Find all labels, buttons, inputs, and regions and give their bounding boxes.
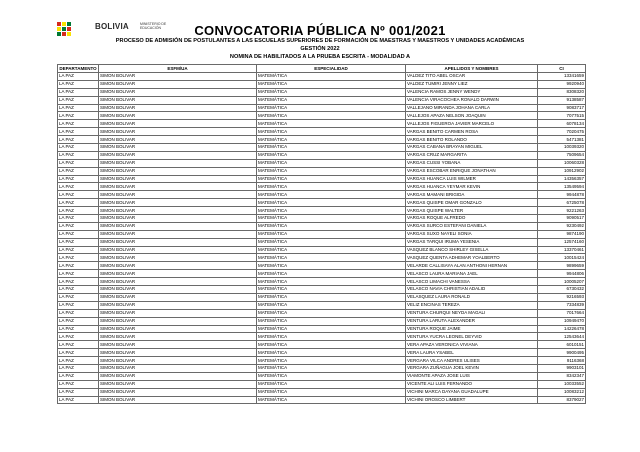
table-row [58,286,586,294]
table-row [58,96,586,104]
nomina-label: NOMINA DE HABILITADOS A LA PRUEBA ESCRITA - MODALIDAD A [229,54,411,60]
especialidad-cell: MATEMÁTICA [257,159,406,167]
departamento-cell: LA PAZ [58,325,99,333]
table-row [58,262,586,270]
especialidad-cell: MATEMÁTICA [257,207,406,215]
esfm-cell: SIMON BOLIVAR [99,349,257,357]
apellidos-nombres-cell: VARGAS CUSSI YOBANA [406,159,538,167]
table-row [58,215,586,223]
column-header: ESPECIALIDAD [257,65,406,73]
especialidad-cell: MATEMÁTICA [257,96,406,104]
departamento-cell: LA PAZ [58,364,99,372]
apellidos-nombres-cell: VASQUEZ QUENTA ADHEMAR YOALBERTO [406,254,538,262]
departamento-cell: LA PAZ [58,88,99,96]
esfm-cell: SIMON BOLIVAR [99,341,257,349]
apellidos-nombres-cell: VELASQUEZ LAURA RONALD [406,293,538,301]
apellidos-nombres-cell: VARGAS HUANCA LUIS WILMER [406,175,538,183]
esfm-cell: SIMON BOLIVAR [99,372,257,380]
ci-cell: 9900495 [538,349,586,357]
departamento-cell: LA PAZ [58,104,99,112]
apellidos-nombres-cell: VALENCIA VIRACOCHEA RONALD DARWIN [406,96,538,104]
especialidad-cell: MATEMÁTICA [257,215,406,223]
table-row [58,80,586,88]
apellidos-nombres-cell: VICHINI MARCA DAYANA GUADALUPE [406,388,538,396]
apellidos-nombres-cell: VELASCO NAVIA CHRISTIAN ADALID [406,286,538,294]
ci-cell: 7020475 [538,128,586,136]
apellidos-nombres-cell: VENTURA YUCRA LEONEL DEYVID [406,333,538,341]
departamento-cell: LA PAZ [58,207,99,215]
ci-cell: 7334839 [538,301,586,309]
especialidad-cell: MATEMÁTICA [257,144,406,152]
table-row [58,199,586,207]
ci-cell: 12574160 [538,238,586,246]
departamento-cell: LA PAZ [58,128,99,136]
table-row [58,120,586,128]
esfm-cell: SIMON BOLIVAR [99,175,257,183]
page-title: CONVOCATORIA PÚBLICA Nº 001/2021 [194,23,446,38]
especialidad-cell: MATEMÁTICA [257,278,406,286]
esfm-cell: SIMON BOLIVAR [99,278,257,286]
especialidad-cell: MATEMÁTICA [257,380,406,388]
departamento-cell: LA PAZ [58,73,99,81]
departamento-cell: LA PAZ [58,199,99,207]
esfm-cell: SIMON BOLIVAR [99,270,257,278]
departamento-cell: LA PAZ [58,357,99,365]
table-row [58,238,586,246]
apellidos-nombres-cell: VALLEJANO MIRANDA JOHANA CARLA [406,104,538,112]
column-header: APELLIDOS Y NOMBRES [406,65,538,73]
apellidos-nombres-cell: VERA LAURA YSABEL [406,349,538,357]
departamento-cell: LA PAZ [58,293,99,301]
esfm-cell: SIMON BOLIVAR [99,183,257,191]
ci-cell: 9138587 [538,96,586,104]
especialidad-cell: MATEMÁTICA [257,246,406,254]
apellidos-nombres-cell: VALLEJOS FIGUEROA JAVIER MARCELO [406,120,538,128]
table-row [58,349,586,357]
departamento-cell: LA PAZ [58,191,99,199]
table-row [58,151,586,159]
apellidos-nombres-cell: VENTURA CHURQUI NEYDA MAGALI [406,309,538,317]
esfm-cell: SIMON BOLIVAR [99,388,257,396]
esfm-cell: SIMON BOLIVAR [99,136,257,144]
ci-cell: 7077515 [538,112,586,120]
esfm-cell: SIMON BOLIVAR [99,167,257,175]
table-row [58,136,586,144]
esfm-cell: SIMON BOLIVAR [99,88,257,96]
departamento-cell: LA PAZ [58,151,99,159]
ci-cell: 5471381 [538,136,586,144]
departamento-cell: LA PAZ [58,372,99,380]
table-row [58,388,586,396]
especialidad-cell: MATEMÁTICA [257,293,406,301]
esfm-cell: SIMON BOLIVAR [99,120,257,128]
departamento-cell: LA PAZ [58,159,99,167]
especialidad-cell: MATEMÁTICA [257,104,406,112]
table-row [58,364,586,372]
esfm-cell: SIMON BOLIVAR [99,215,257,223]
esfm-cell: SIMON BOLIVAR [99,301,257,309]
apellidos-nombres-cell: VALENCIA RAMOS JENNY WENDY [406,88,538,96]
apellidos-nombres-cell: VICHINI OROSCO LIMBERT [406,396,538,404]
apellidos-nombres-cell: VERA APAZA VERONICA VIVIANA [406,341,538,349]
table-row [58,254,586,262]
ci-cell: 6725078 [538,199,586,207]
table-row [58,167,586,175]
apellidos-nombres-cell: VARGAS HUANCA YEYMAR KEVIN [406,183,538,191]
ci-cell: 6730432 [538,286,586,294]
departamento-cell: LA PAZ [58,238,99,246]
esfm-cell: SIMON BOLIVAR [99,317,257,325]
ci-cell: 9899659 [538,262,586,270]
column-header: DEPARTAMENTO [59,65,97,71]
esfm-cell: SIMON BOLIVAR [99,104,257,112]
ci-cell: 14226478 [538,325,586,333]
ci-cell: 10033552 [538,380,586,388]
esfm-cell: SIMON BOLIVAR [99,254,257,262]
departamento-cell: LA PAZ [58,96,99,104]
table-row [58,293,586,301]
apellidos-nombres-cell: VERGARA ZUÑAGUA JOEL KEVIN [406,364,538,372]
table-header-row [58,65,586,73]
applicants-table [57,64,586,404]
apellidos-nombres-cell: VARGAS ROQUE ALFREDO [406,215,538,223]
especialidad-cell: MATEMÁTICA [257,372,406,380]
especialidad-cell: MATEMÁTICA [257,254,406,262]
especialidad-cell: MATEMÁTICA [257,341,406,349]
table-row [58,333,586,341]
especialidad-cell: MATEMÁTICA [257,120,406,128]
apellidos-nombres-cell: VARGAS BENITO CARMEN ROSA [406,128,538,136]
table-row [58,159,586,167]
ci-cell: 9221263 [538,207,586,215]
esfm-cell: SIMON BOLIVAR [99,144,257,152]
ci-cell: 9216593 [538,293,586,301]
departamento-cell: LA PAZ [58,215,99,223]
esfm-cell: SIMON BOLIVAR [99,325,257,333]
apellidos-nombres-cell: VALDEZ TUMIRI JENNY LIEZ [406,80,538,88]
departamento-cell: LA PAZ [58,120,99,128]
especialidad-cell: MATEMÁTICA [257,175,406,183]
apellidos-nombres-cell: VARGAS BENITO ROLANDO [406,136,538,144]
especialidad-cell: MATEMÁTICA [257,80,406,88]
table-row [58,128,586,136]
brand-country: BOLIVIA [95,22,129,31]
table-row [58,270,586,278]
esfm-cell: SIMON BOLIVAR [99,222,257,230]
esfm-cell: SIMON BOLIVAR [99,238,257,246]
apellidos-nombres-cell: VARGAS MAMANI BRIGIDA [406,191,538,199]
ci-cell: 8308320 [538,88,586,96]
table-row [58,246,586,254]
table-row [58,380,586,388]
apellidos-nombres-cell: VARGAS SURCO ESTEFANI DANIELA [406,222,538,230]
especialidad-cell: MATEMÁTICA [257,88,406,96]
departamento-cell: LA PAZ [58,301,99,309]
ci-cell: 10912902 [538,167,586,175]
departamento-cell: LA PAZ [58,136,99,144]
especialidad-cell: MATEMÁTICA [257,349,406,357]
table-row [58,144,586,152]
table-row [58,73,586,81]
esfm-cell: SIMON BOLIVAR [99,293,257,301]
ci-cell: 7509654 [538,151,586,159]
especialidad-cell: MATEMÁTICA [257,286,406,294]
departamento-cell: LA PAZ [58,349,99,357]
table-row [58,112,586,120]
table-row [58,325,586,333]
especialidad-cell: MATEMÁTICA [257,136,406,144]
especialidad-cell: MATEMÁTICA [257,364,406,372]
apellidos-nombres-cell: VARGAS TARQUI IRUMA YESENIA [406,238,538,246]
ci-cell: 9116368 [538,357,586,365]
esfm-cell: SIMON BOLIVAR [99,80,257,88]
ci-cell: 10015424 [538,254,586,262]
esfm-cell: SIMON BOLIVAR [99,112,257,120]
ci-cell: 6078134 [538,120,586,128]
table-row [58,341,586,349]
especialidad-cell: MATEMÁTICA [257,222,406,230]
esfm-cell: SIMON BOLIVAR [99,246,257,254]
ci-cell: 10005207 [538,278,586,286]
especialidad-cell: MATEMÁTICA [257,112,406,120]
ci-cell: 7017664 [538,309,586,317]
table-row [58,278,586,286]
departamento-cell: LA PAZ [58,341,99,349]
esfm-cell: SIMON BOLIVAR [99,396,257,404]
departamento-cell: LA PAZ [58,246,99,254]
table-row [58,88,586,96]
apellidos-nombres-cell: VALDEZ TITO ABEL OSCAR [406,73,538,81]
table-row [58,183,586,191]
ci-cell: 9083717 [538,104,586,112]
especialidad-cell: MATEMÁTICA [257,317,406,325]
ci-cell: 14356357 [538,175,586,183]
apellidos-nombres-cell: VARGAS ESCOBAR ENRIQUE JONATHAN [406,167,538,175]
ci-cell: 8379027 [538,396,586,404]
ci-cell: 10060328 [538,159,586,167]
ci-cell: 10949470 [538,317,586,325]
page-subtitle: PROCESO DE ADMISIÓN DE POSTULANTES A LAS ESCUELAS SUPERIORES DE FORMACIÓN DE MAESTRAS Y MAESTROS Y UNIDADES ACADÉMICAS [115,38,525,44]
especialidad-cell: MATEMÁTICA [257,262,406,270]
ci-cell: 9903101 [538,364,586,372]
esfm-cell: SIMON BOLIVAR [99,380,257,388]
table-row [58,222,586,230]
departamento-cell: LA PAZ [58,230,99,238]
esfm-cell: SIMON BOLIVAR [99,207,257,215]
ci-cell: 9920940 [538,80,586,88]
ci-cell: 12543644 [538,333,586,341]
esfm-cell: SIMON BOLIVAR [99,364,257,372]
apellidos-nombres-cell: VELIZ ENCINAS TEREZA [406,301,538,309]
apellidos-nombres-cell: VARGAS SUXO NAYELI SONIA [406,230,538,238]
apellidos-nombres-cell: VARGAS QUISPE WALTER [406,207,538,215]
apellidos-nombres-cell: VALLEJOS APAZA NELSON JOAQUIN [406,112,538,120]
ci-cell: 13549594 [538,183,586,191]
especialidad-cell: MATEMÁTICA [257,238,406,246]
especialidad-cell: MATEMÁTICA [257,151,406,159]
departamento-cell: LA PAZ [58,270,99,278]
table-row [58,191,586,199]
departamento-cell: LA PAZ [58,175,99,183]
especialidad-cell: MATEMÁTICA [257,270,406,278]
ci-cell: 13370461 [538,246,586,254]
brand-ministry: MINISTERIO DE EDUCACIÓN [140,22,167,30]
departamento-cell: LA PAZ [58,278,99,286]
departamento-cell: LA PAZ [58,112,99,120]
gestion-label: GESTIÓN 2022 [300,46,340,52]
ci-cell: 8342347 [538,372,586,380]
apellidos-nombres-cell: VIAMONTE APAZA JOSE LUIS [406,372,538,380]
apellidos-nombres-cell: VARGAS QUISPE OMAR GONZALO [406,199,538,207]
apellidos-nombres-cell: VARGAS CRUZ MARGARITA [406,151,538,159]
especialidad-cell: MATEMÁTICA [257,301,406,309]
esfm-cell: SIMON BOLIVAR [99,96,257,104]
table-row [58,372,586,380]
apellidos-nombres-cell: VERGARA VILCA ANDRES ULISES [406,357,538,365]
departamento-cell: LA PAZ [58,317,99,325]
departamento-cell: LA PAZ [58,286,99,294]
table-body [58,73,586,404]
apellidos-nombres-cell: VICENTE ALI LUIS FERNANDO [406,380,538,388]
table-row [58,175,586,183]
esfm-cell: SIMON BOLIVAR [99,128,257,136]
especialidad-cell: MATEMÁTICA [257,357,406,365]
table-row [58,396,586,404]
apellidos-nombres-cell: VENTURA ROQUE JAIME [406,325,538,333]
apellidos-nombres-cell: VELASCO LIMACHI VANESSA [406,278,538,286]
especialidad-cell: MATEMÁTICA [257,388,406,396]
esfm-cell: SIMON BOLIVAR [99,73,257,81]
departamento-cell: LA PAZ [58,396,99,404]
esfm-cell: SIMON BOLIVAR [99,262,257,270]
especialidad-cell: MATEMÁTICA [257,183,406,191]
ci-cell: 10039320 [538,144,586,152]
apellidos-nombres-cell: VELARDE CALLISAYA ALAN ANTHONI HERNAN [406,262,538,270]
departamento-cell: LA PAZ [58,262,99,270]
esfm-cell: SIMON BOLIVAR [99,230,257,238]
apellidos-nombres-cell: VASQUEZ BLANCO SHIRLEY GISELLA [406,246,538,254]
ci-cell: 9944806 [538,270,586,278]
departamento-cell: LA PAZ [58,333,99,341]
departamento-cell: LA PAZ [58,380,99,388]
ci-cell: 9090517 [538,215,586,223]
ci-cell: 13341659 [538,73,586,81]
esfm-cell: SIMON BOLIVAR [99,191,257,199]
table-row [58,301,586,309]
especialidad-cell: MATEMÁTICA [257,325,406,333]
ci-cell: 10083212 [538,388,586,396]
departamento-cell: LA PAZ [58,222,99,230]
column-header: CI [538,65,586,73]
especialidad-cell: MATEMÁTICA [257,230,406,238]
departamento-cell: LA PAZ [58,388,99,396]
ci-cell: 9874190 [538,230,586,238]
esfm-cell: SIMON BOLIVAR [99,309,257,317]
especialidad-cell: MATEMÁTICA [257,199,406,207]
departamento-cell: LA PAZ [58,254,99,262]
esfm-cell: SIMON BOLIVAR [99,151,257,159]
ci-cell: 9230492 [538,222,586,230]
especialidad-cell: MATEMÁTICA [257,191,406,199]
especialidad-cell: MATEMÁTICA [257,309,406,317]
esfm-cell: SIMON BOLIVAR [99,333,257,341]
ci-cell: 9944878 [538,191,586,199]
esfm-cell: SIMON BOLIVAR [99,286,257,294]
departamento-cell: LA PAZ [58,80,99,88]
table-row [58,104,586,112]
ci-cell: 6010151 [538,341,586,349]
table-row [58,357,586,365]
departamento-cell: LA PAZ [58,309,99,317]
departamento-cell: LA PAZ [58,183,99,191]
especialidad-cell: MATEMÁTICA [257,73,406,81]
esfm-cell: SIMON BOLIVAR [99,159,257,167]
apellidos-nombres-cell: VENTURA LARUTA ALEXANDER [406,317,538,325]
table-row [58,230,586,238]
table-row [58,309,586,317]
apellidos-nombres-cell: VARGAS CABANA BRAYAN MIGUEL [406,144,538,152]
esfm-cell: SIMON BOLIVAR [99,199,257,207]
departamento-cell: LA PAZ [58,167,99,175]
apellidos-nombres-cell: VELASCO LAURA MARIANA JAEL [406,270,538,278]
column-header: ESFM/UA [99,65,257,73]
esfm-cell: SIMON BOLIVAR [99,357,257,365]
table-row [58,207,586,215]
especialidad-cell: MATEMÁTICA [257,167,406,175]
especialidad-cell: MATEMÁTICA [257,333,406,341]
especialidad-cell: MATEMÁTICA [257,396,406,404]
table-row [58,317,586,325]
departamento-cell: LA PAZ [58,144,99,152]
especialidad-cell: MATEMÁTICA [257,128,406,136]
